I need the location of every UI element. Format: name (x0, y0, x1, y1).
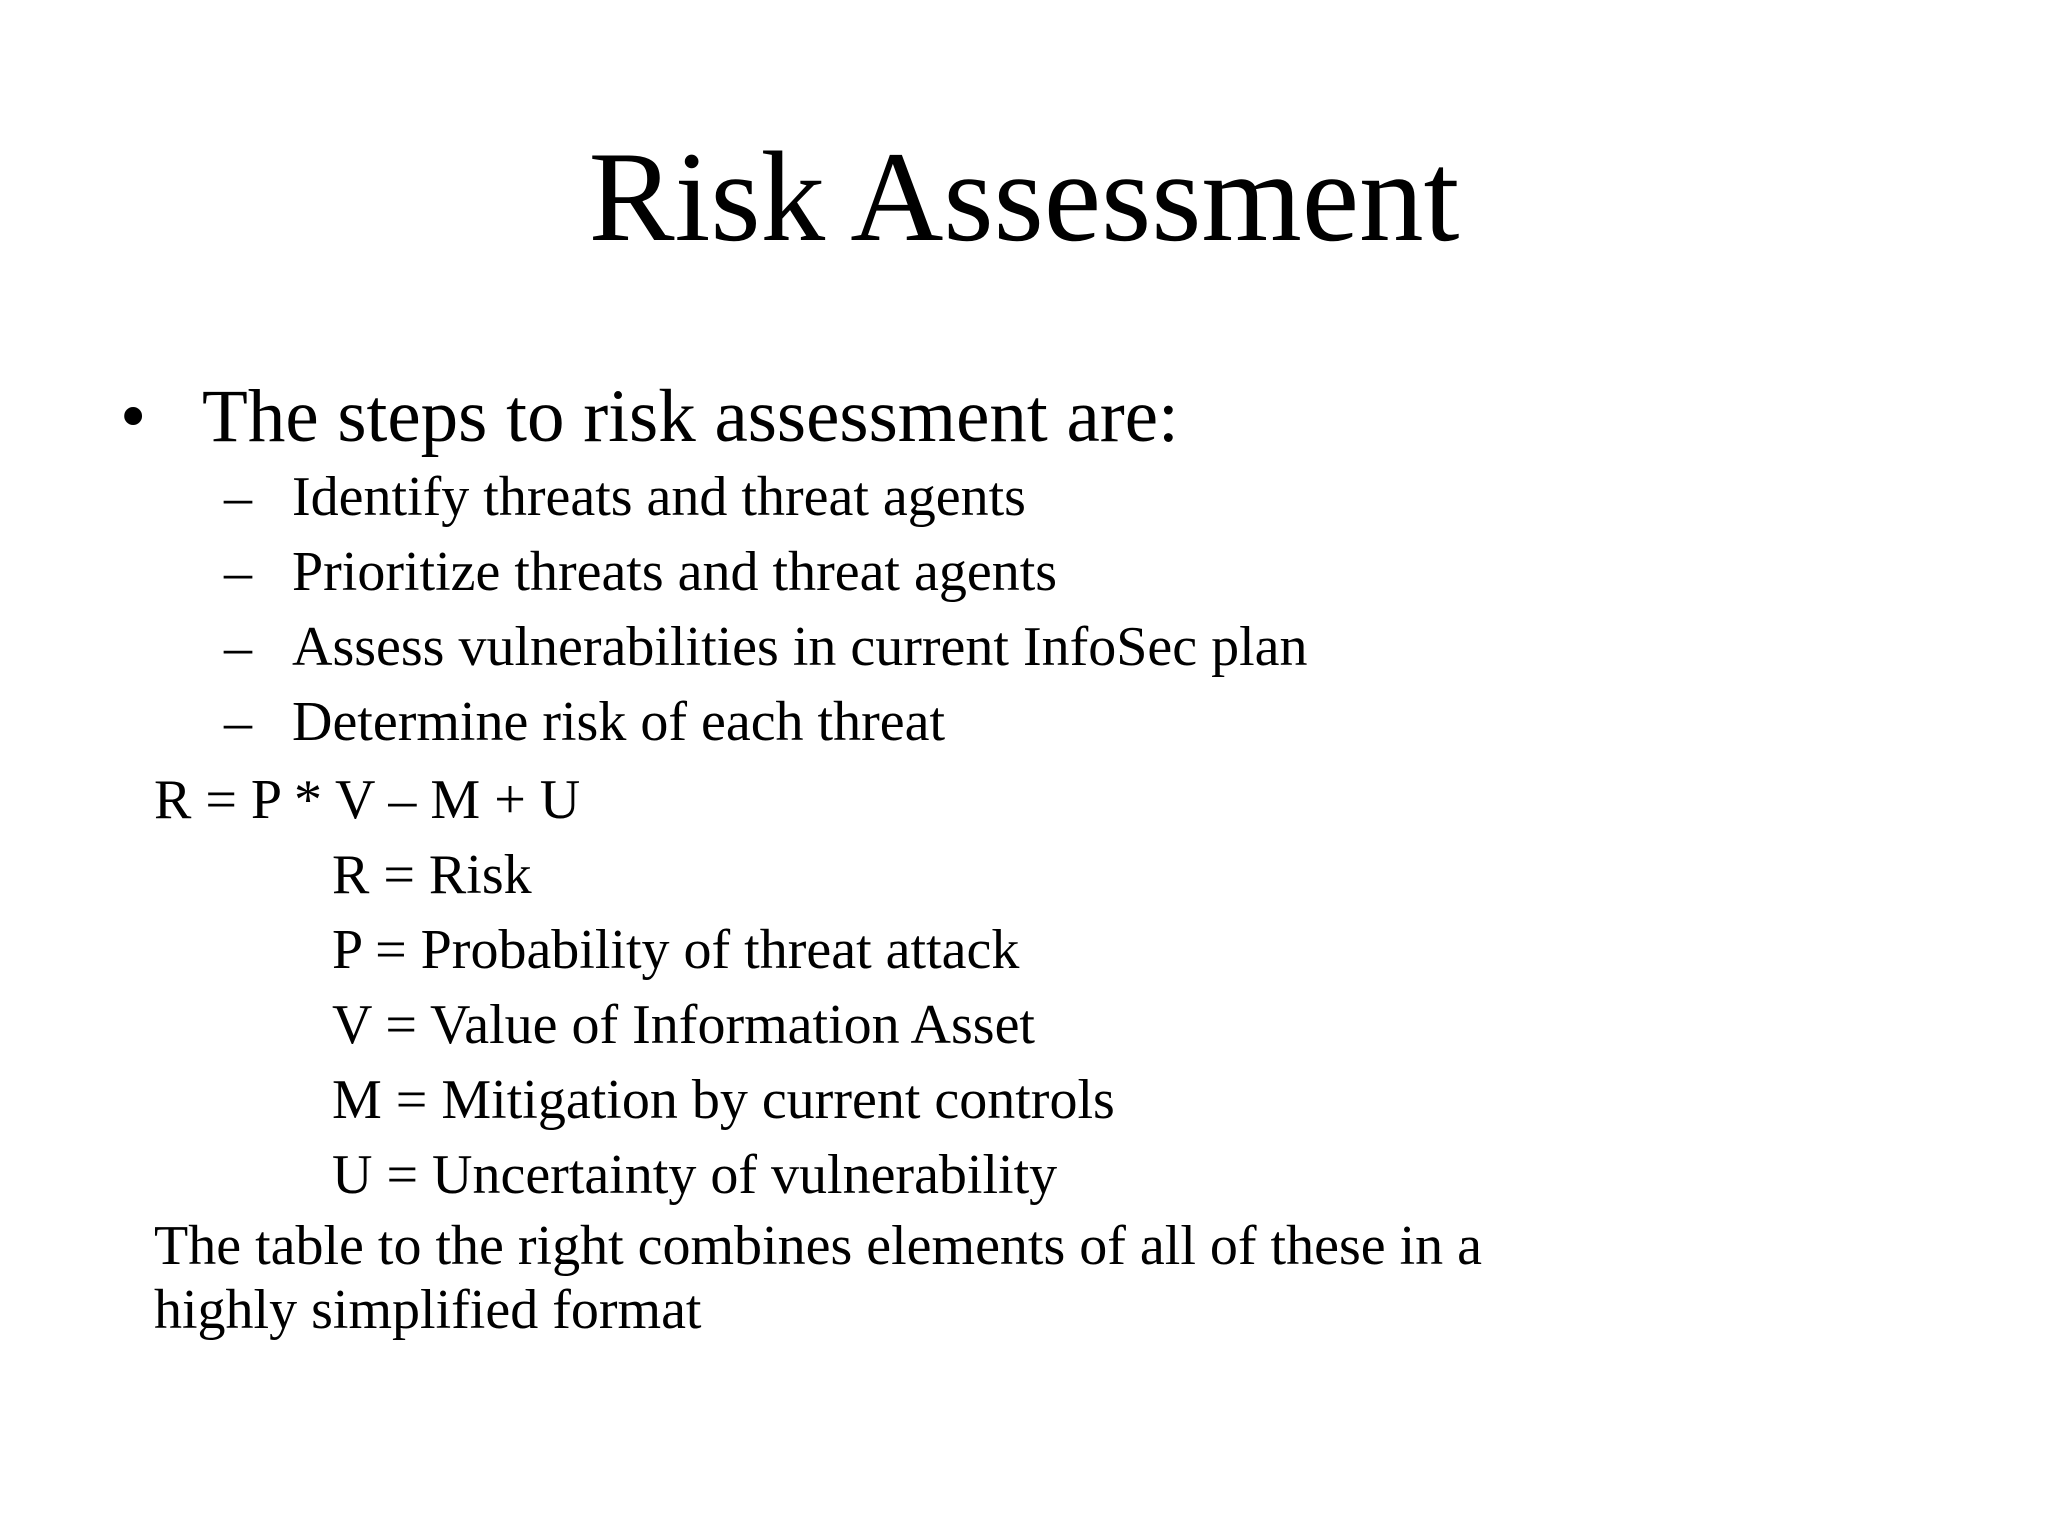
definition-probability: P = Probability of threat attack (332, 919, 1020, 981)
dash-marker: – (224, 541, 252, 603)
dash-marker: – (224, 466, 252, 528)
step-item (224, 460, 1308, 535)
step-item (224, 535, 1308, 610)
note-line: highly simplified format (154, 1279, 702, 1341)
definition-mitigation: M = Mitigation by current controls (332, 1069, 1115, 1131)
definition-value: V = Value of Information Asset (332, 994, 1035, 1056)
step-text: Identify threats and threat agents (292, 466, 1026, 528)
dash-marker: – (224, 691, 252, 753)
table-note (154, 1214, 1654, 1342)
dash-marker: – (224, 616, 252, 678)
bullet-marker: • (120, 375, 147, 458)
step-text: Prioritize threats and threat agents (292, 541, 1058, 603)
step-item (224, 685, 1308, 760)
steps-list (224, 460, 1308, 760)
slide-title: Risk Assessment (588, 125, 1460, 268)
main-bullet-text: The steps to risk assessment are: (202, 375, 1179, 458)
step-text: Determine risk of each threat (292, 691, 946, 753)
main-bullet (120, 372, 1179, 462)
definition-risk: R = Risk (332, 844, 532, 906)
step-text: Assess vulnerabilities in current InfoSec plan (292, 616, 1308, 678)
risk-formula: R = P * V – M + U (154, 769, 581, 831)
definitions-list (332, 838, 1115, 1213)
note-line: The table to the right combines elements of all of these in a (154, 1215, 1483, 1277)
definition-uncertainty: U = Uncertainty of vulnerability (332, 1144, 1058, 1206)
step-item (224, 610, 1308, 685)
